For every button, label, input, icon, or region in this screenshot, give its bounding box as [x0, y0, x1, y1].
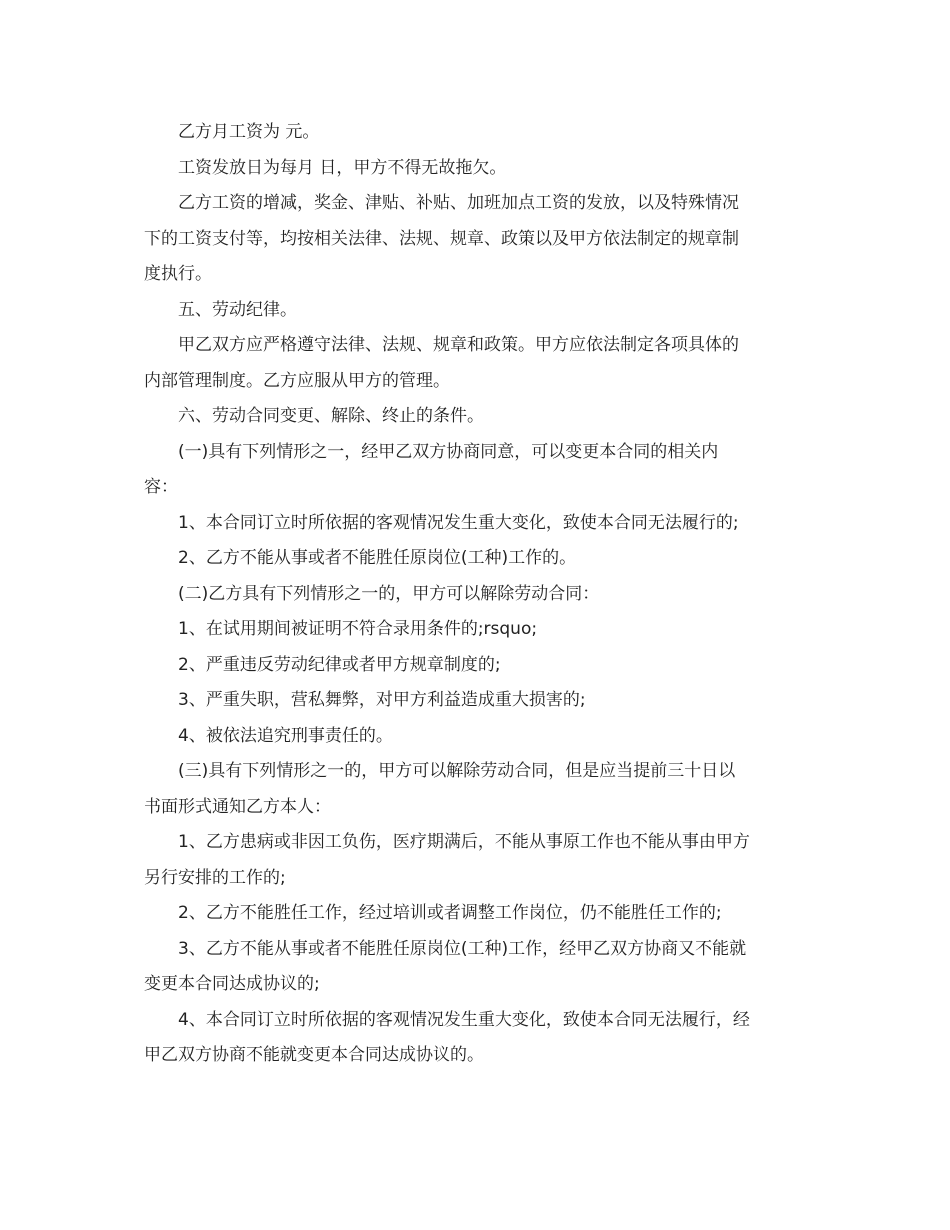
text-line: (一)具有下列情形之一，经甲乙双方协商同意，可以变更本合同的相关内 [178, 441, 719, 462]
text-line: (二)乙方具有下列情形之一的，甲方可以解除劳动合同： [178, 583, 600, 604]
paragraph [144, 506, 814, 542]
paragraph [144, 186, 814, 293]
paragraph [144, 151, 814, 187]
text-line: 1、乙方患病或非因工负伤，医疗期满后，不能从事原工作也不能从事由甲方 [178, 832, 750, 852]
text-line: 六、劳动合同变更、解除、终止的条件。 [178, 406, 484, 426]
text-line: 工资发放日为每月 日，甲方不得无故拖欠。 [178, 157, 507, 178]
paragraph [144, 683, 814, 719]
text-line: 3、严重失职，营私舞弊，对甲方利益造成重大损害的; [178, 690, 586, 710]
paragraph [144, 115, 814, 151]
text-line: 内部管理制度。乙方应服从甲方的管理。 [144, 370, 450, 391]
text-line: 五、劳动纪律。 [178, 299, 297, 320]
text-line: 度执行。 [144, 264, 212, 284]
paragraph [144, 328, 814, 399]
paragraph [144, 825, 814, 896]
text-line: 乙方月工资为 元。 [178, 122, 320, 142]
text-line: 甲乙双方协商不能就变更本合同达成协议的。 [144, 1045, 484, 1065]
text-line: (三)具有下列情形之一的，甲方可以解除劳动合同，但是应当提前三十日以 [178, 761, 736, 781]
text-line: 变更本合同达成协议的; [144, 974, 320, 994]
text-line: 乙方工资的增减，奖金、津贴、补贴、加班加点工资的发放，以及特殊情况 [178, 193, 739, 213]
text-line: 2、乙方不能胜任工作，经过培训或者调整工作岗位，仍不能胜任工作的; [178, 903, 722, 923]
text-line: 另行安排的工作的; [144, 867, 286, 888]
text-line: 1、本合同订立时所依据的客观情况发生重大变化，致使本合同无法履行的; [178, 512, 739, 533]
text-line: 1、在试用期间被证明不符合录用条件的;rsquo; [178, 619, 538, 639]
paragraph [144, 577, 814, 613]
text-line: 2、乙方不能从事或者不能胜任原岗位(工种)工作的。 [178, 548, 577, 568]
paragraph [144, 719, 814, 755]
text-line: 书面形式通知乙方本人： [144, 796, 331, 817]
paragraph [144, 399, 814, 435]
text-line: 4、本合同订立时所依据的客观情况发生重大变化，致使本合同无法履行，经 [178, 1009, 750, 1030]
paragraph [144, 896, 814, 932]
paragraph [144, 612, 814, 648]
paragraph-list [144, 115, 814, 1074]
paragraph [144, 754, 814, 825]
text-line: 甲乙双方应严格遵守法律、法规、规章和政策。甲方应依法制定各项具体的 [178, 335, 739, 355]
paragraph [144, 648, 814, 684]
text-line: 容： [144, 477, 178, 497]
paragraph [144, 293, 814, 329]
text-line: 4、被依法追究刑事责任的。 [178, 725, 393, 746]
paragraph [144, 541, 814, 577]
paragraph [144, 435, 814, 506]
paragraph [144, 1003, 814, 1074]
paragraph [144, 932, 814, 1003]
text-line: 2、严重违反劳动纪律或者甲方规章制度的; [178, 654, 501, 675]
text-line: 3、乙方不能从事或者不能胜任原岗位(工种)工作，经甲乙双方协商又不能就 [178, 938, 747, 959]
text-line: 下的工资支付等，均按相关法律、法规、规章、政策以及甲方依法制定的规章制 [144, 228, 739, 249]
document-body [144, 115, 814, 1074]
